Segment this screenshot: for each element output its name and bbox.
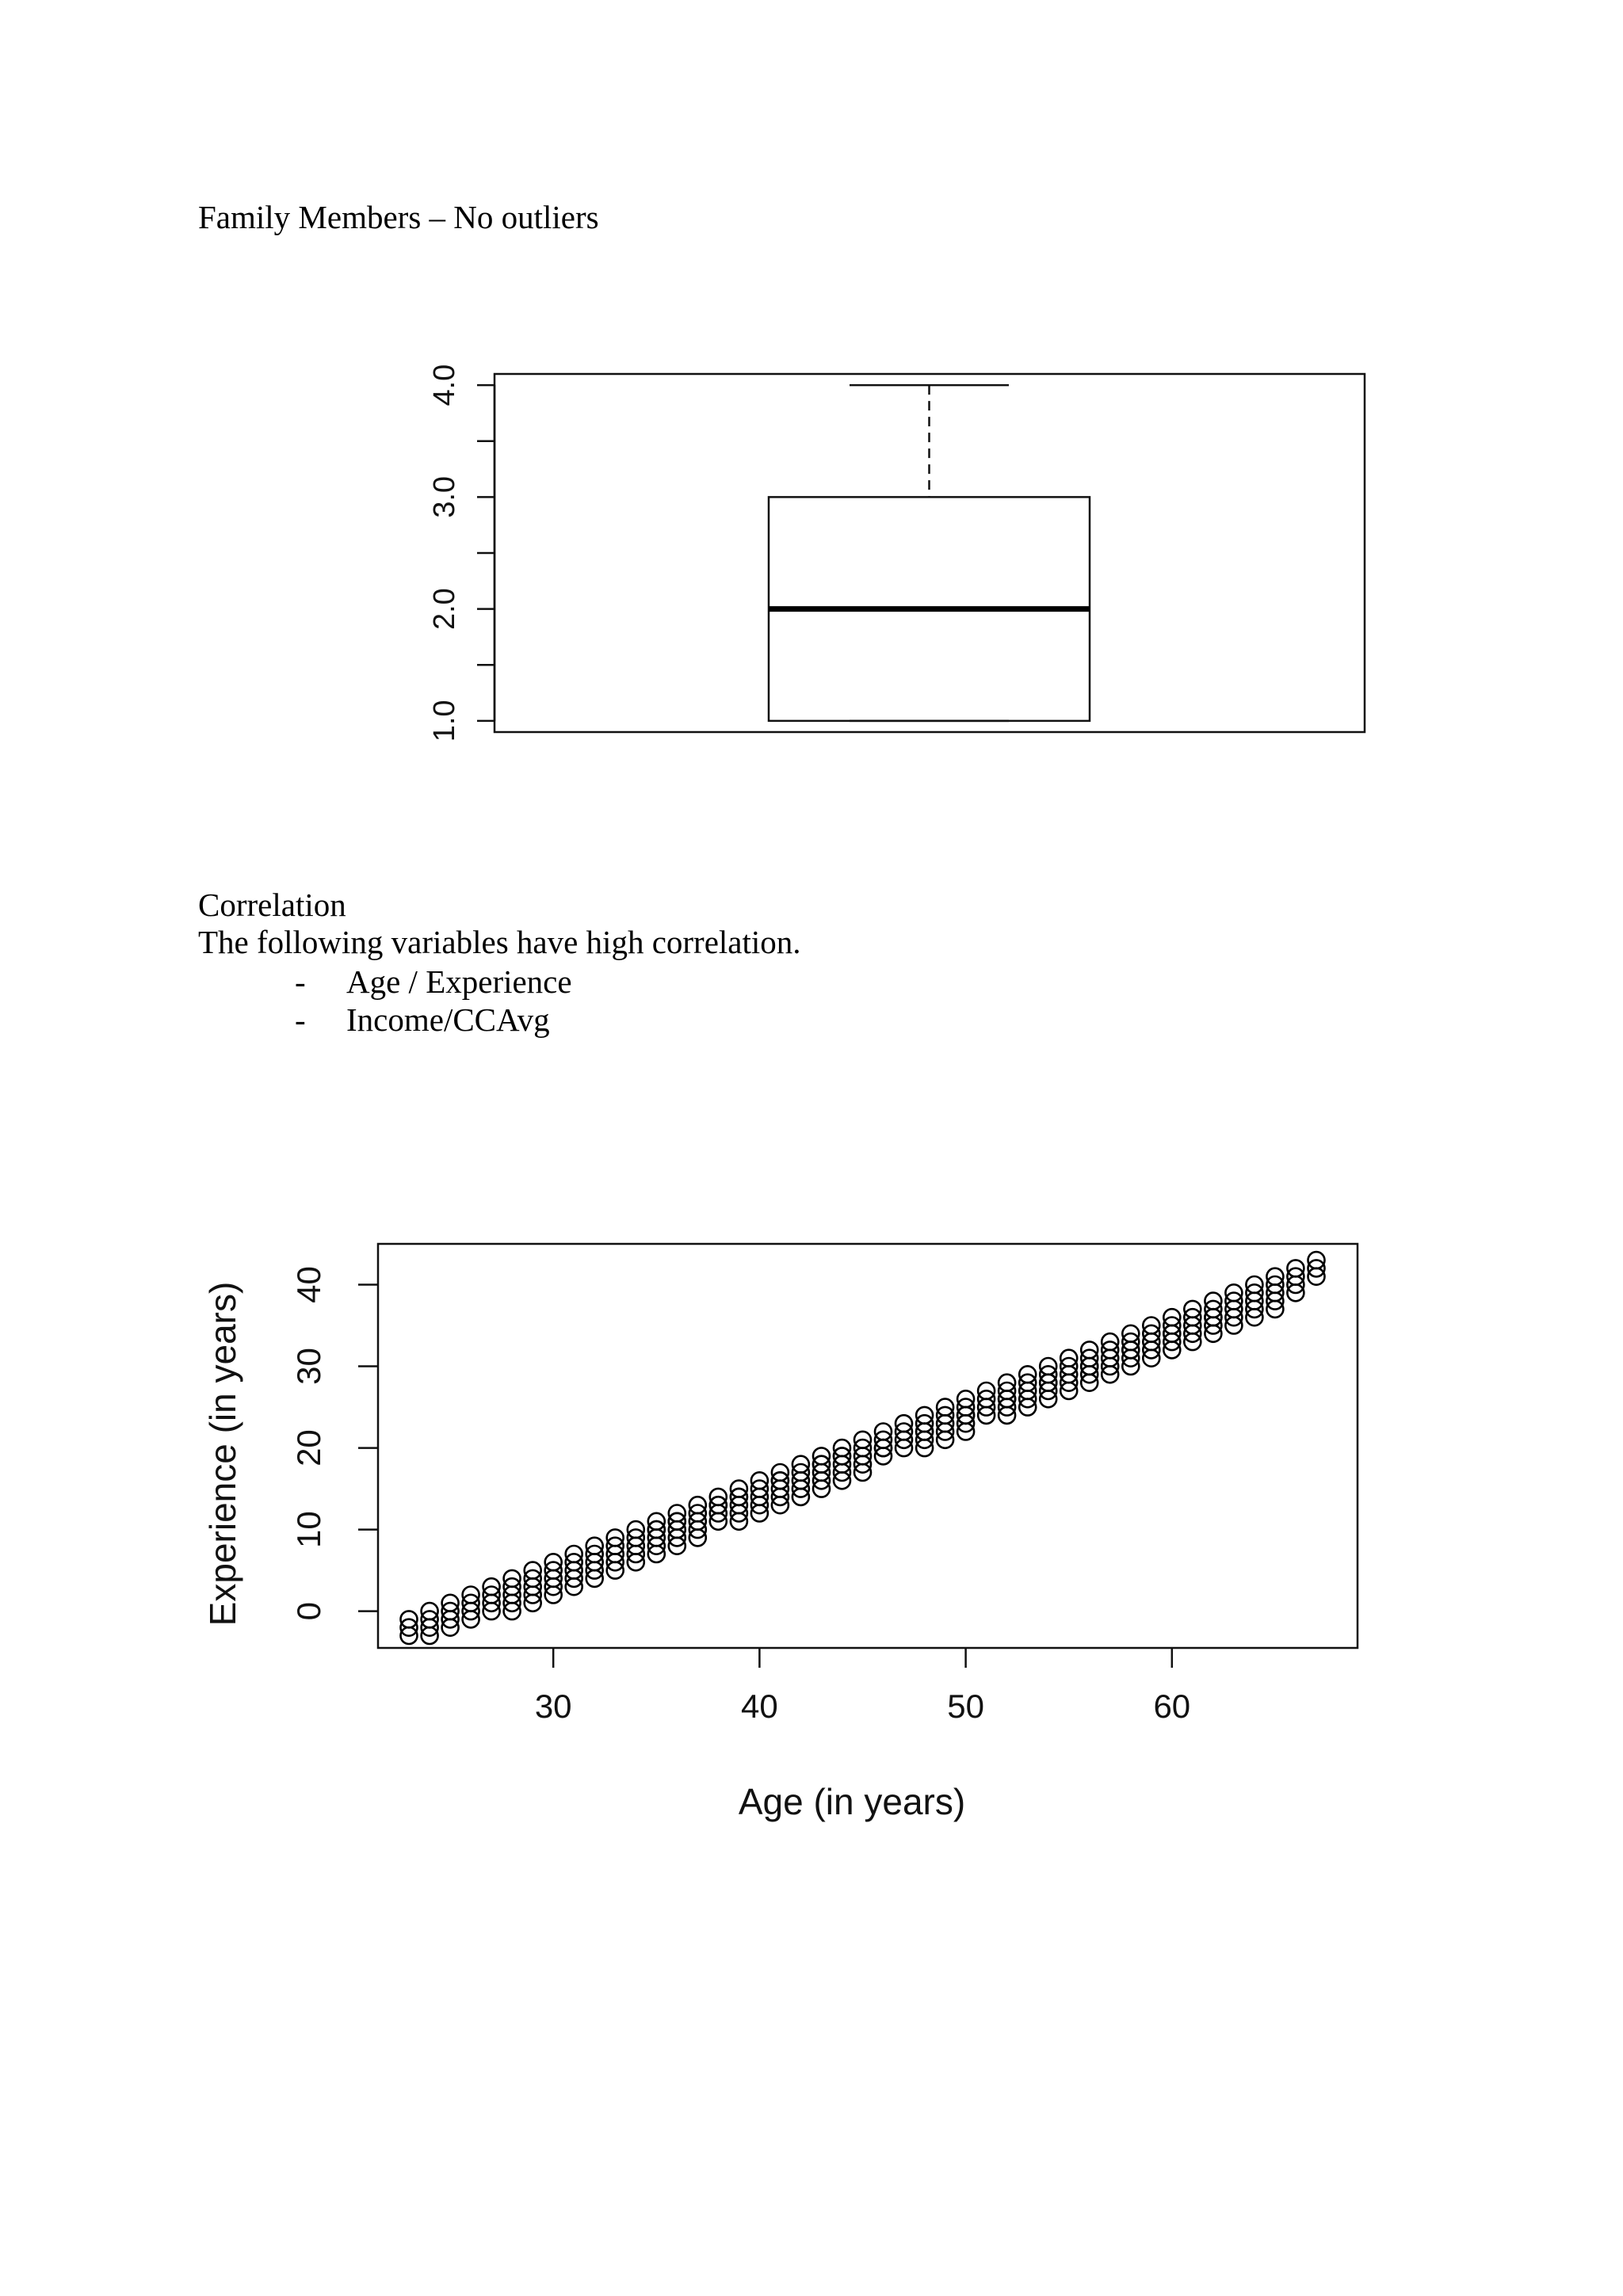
- y-tick-label: 10: [290, 1511, 328, 1548]
- y-tick-label: 4.0: [428, 364, 462, 406]
- x-axis-label: Age (in years): [738, 1781, 966, 1822]
- x-tick-label: 60: [1153, 1688, 1191, 1725]
- correlation-sentence: The following variables have high correlation.: [198, 924, 801, 960]
- family-members-boxplot: [428, 364, 1365, 742]
- bullet-marker: -: [295, 963, 306, 1000]
- y-tick-label: 20: [290, 1429, 328, 1466]
- age-experience-scatterplot: [202, 1244, 1358, 1822]
- correlation-heading: Correlation: [198, 887, 346, 923]
- bullet-marker: -: [295, 1001, 306, 1038]
- x-tick-label: 50: [947, 1688, 984, 1725]
- bullet-text-income-ccavg: Income/CCAvg: [346, 1001, 550, 1038]
- plot-frame: [495, 374, 1365, 732]
- y-tick-label: 1.0: [428, 700, 462, 742]
- section-title: Family Members – No outliers: [198, 199, 599, 235]
- bullet-text-age-experience: Age / Experience: [346, 963, 572, 1000]
- y-axis-label: Experience (in years): [202, 1281, 244, 1627]
- x-tick-label: 40: [741, 1688, 778, 1725]
- y-tick-label: 3.0: [428, 475, 462, 518]
- x-tick-label: 30: [534, 1688, 572, 1725]
- y-tick-label: 0: [290, 1601, 328, 1621]
- y-tick-label: 2.0: [428, 588, 462, 631]
- y-tick-label: 30: [290, 1348, 328, 1385]
- y-tick-label: 40: [290, 1266, 328, 1303]
